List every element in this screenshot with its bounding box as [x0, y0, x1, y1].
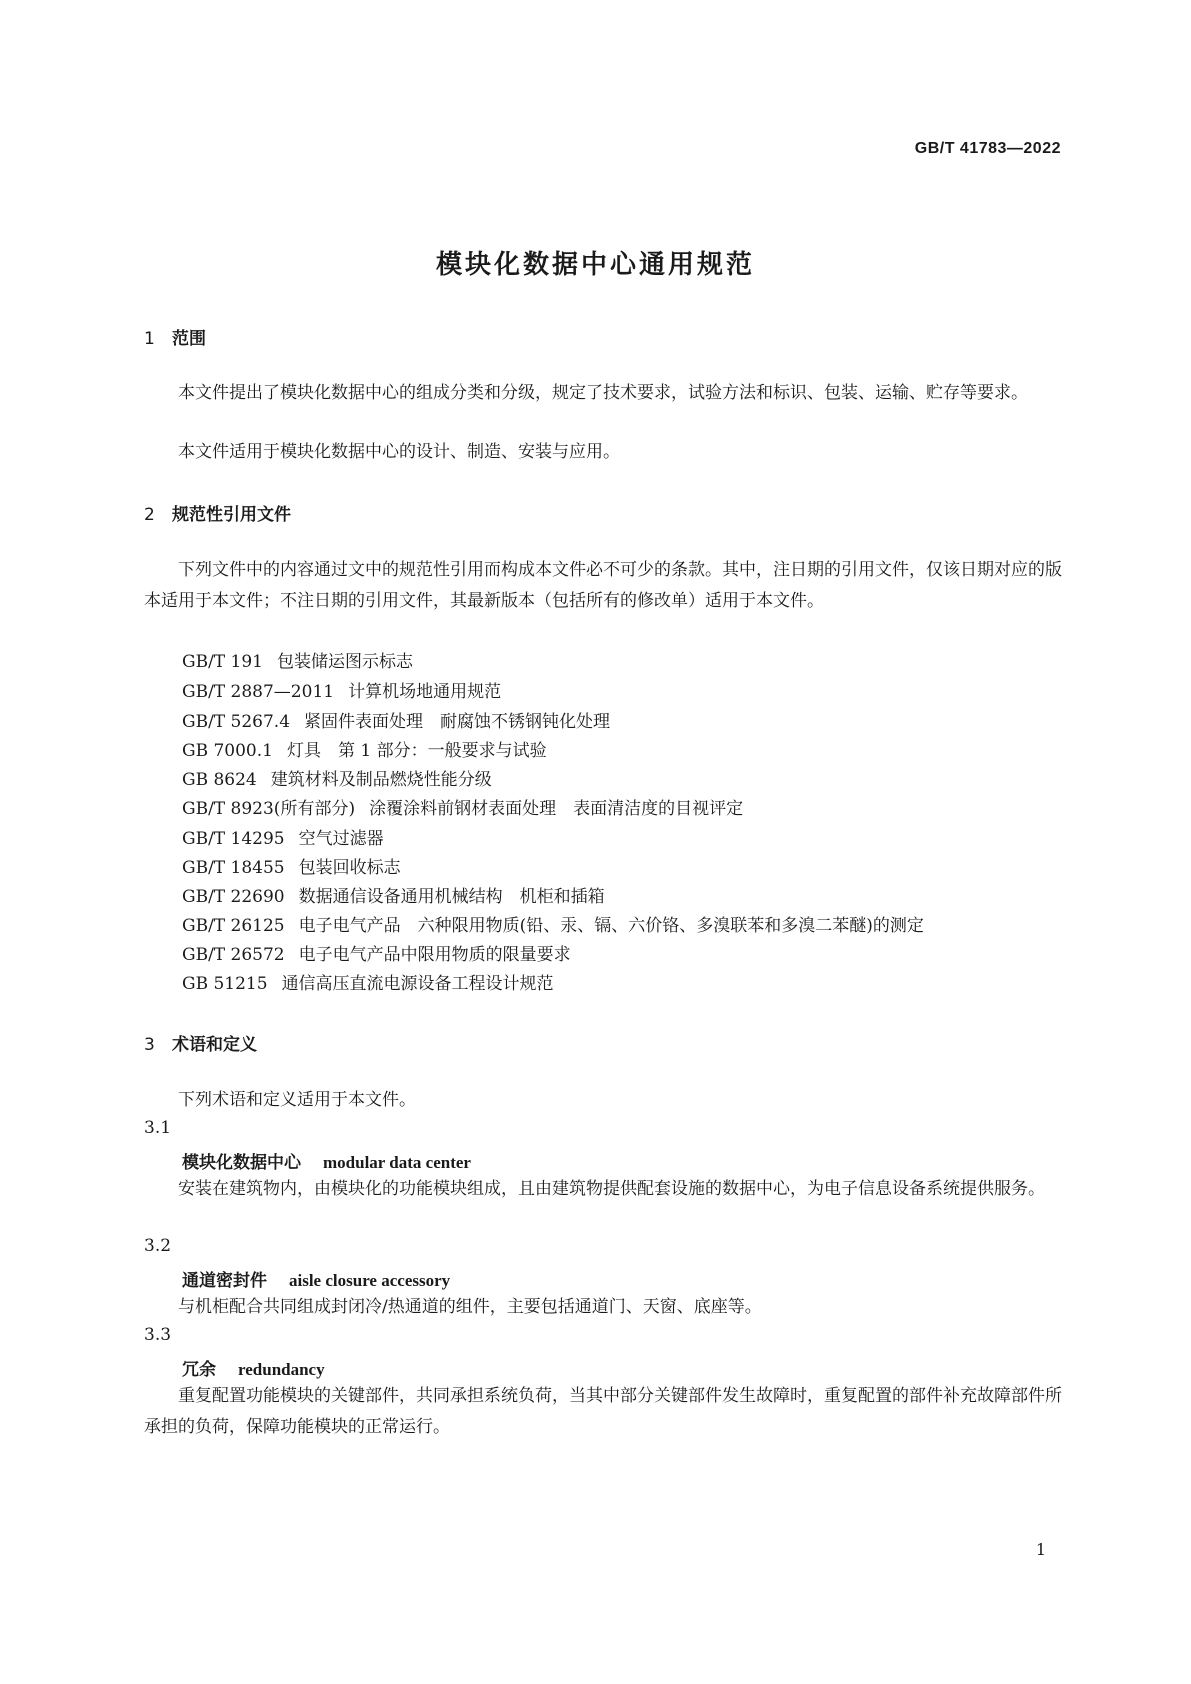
- reference-title: 建筑材料及制品燃烧性能分级: [270, 770, 492, 790]
- reference-item: [182, 911, 924, 936]
- reference-title: 包装回收标志: [298, 858, 401, 878]
- term-name-cn: 通道密封件: [182, 1271, 267, 1291]
- term-definition: 安装在建筑物内，由模块化的功能模块组成，且由建筑物提供配套设施的数据中心，为电子信息设备系统提供服务。: [178, 1179, 1045, 1199]
- reference-code: GB/T 18455: [182, 858, 285, 878]
- section-title: 术语和定义: [172, 1035, 257, 1055]
- section-number: 3: [144, 1035, 155, 1055]
- reference-item: [182, 940, 571, 965]
- section-title: 范围: [172, 329, 206, 349]
- reference-title: 包装储运图示标志: [277, 652, 413, 672]
- paragraph: 下列文件中的内容通过文中的规范性引用而构成本文件必不可少的条款。其中，注日期的引用文件，仅该日期对应的版本适用于本文件；不注日期的引用文件，其最新版本（包括所有的修改单）适用于本文件。: [144, 560, 1062, 611]
- term-name-en: modular data center: [323, 1153, 471, 1172]
- section-heading-scope: [144, 324, 206, 349]
- reference-item: [182, 853, 401, 878]
- reference-item: [182, 969, 554, 994]
- term-heading: [182, 1148, 471, 1173]
- reference-title: 空气过滤器: [298, 829, 384, 849]
- reference-item: [182, 677, 501, 702]
- reference-code: GB/T 26125: [182, 916, 285, 936]
- section-heading-terms-definitions: [144, 1030, 257, 1055]
- paragraph: 本文件提出了模块化数据中心的组成分类和分级，规定了技术要求，试验方法和标识、包装、运输、贮存等要求。: [178, 383, 1028, 403]
- page-number: 1: [1035, 1540, 1046, 1559]
- reference-title: 涂覆涂料前钢材表面处理 表面清洁度的目视评定: [369, 799, 744, 819]
- section-number: 2: [144, 505, 155, 525]
- term-definition: 重复配置功能模块的关键部件，共同承担系统负荷，当其中部分关键部件发生故障时，重复配置的部件补充故障部件所承担的负荷，保障功能模块的正常运行。: [144, 1386, 1062, 1437]
- reference-code: GB/T 5267.4: [182, 712, 291, 732]
- term-number: 3.1: [144, 1118, 172, 1138]
- reference-code: GB/T 191: [182, 652, 263, 672]
- section-title: 规范性引用文件: [172, 505, 291, 525]
- reference-code: GB 7000.1: [182, 741, 273, 761]
- term-name-cn: 模块化数据中心: [182, 1153, 301, 1173]
- reference-code: GB/T 22690: [182, 887, 285, 907]
- reference-item: [182, 794, 743, 819]
- term-number: 3.2: [144, 1236, 172, 1256]
- term-name-cn: 冗余: [182, 1360, 216, 1380]
- reference-code: GB/T 8923(所有部分): [182, 799, 356, 819]
- term-heading: [182, 1355, 325, 1380]
- reference-title: 紧固件表面处理 耐腐蚀不锈钢钝化处理: [304, 712, 611, 732]
- section-number: 1: [144, 329, 155, 349]
- term-name-en: redundancy: [238, 1360, 325, 1379]
- section-heading-normative-references: [144, 500, 291, 525]
- document-title: 模块化数据中心通用规范: [435, 250, 755, 280]
- reference-item: [182, 765, 492, 790]
- reference-item: [182, 882, 605, 907]
- reference-code: GB 51215: [182, 974, 268, 994]
- reference-title: 电子电气产品中限用物质的限量要求: [298, 945, 571, 965]
- reference-item: [182, 736, 547, 761]
- reference-item: [182, 824, 384, 849]
- reference-code: GB/T 26572: [182, 945, 285, 965]
- reference-title: 灯具 第 1 部分：一般要求与试验: [286, 741, 547, 761]
- reference-code: GB/T 14295: [182, 829, 285, 849]
- term-number: 3.3: [144, 1325, 172, 1345]
- reference-title: 数据通信设备通用机械结构 机柜和插箱: [298, 887, 605, 907]
- reference-item: [182, 647, 413, 672]
- reference-title: 计算机场地通用规范: [348, 682, 502, 702]
- standard-code: GB/T 41783—2022: [914, 140, 1061, 157]
- reference-item: [182, 707, 610, 732]
- paragraph: 本文件适用于模块化数据中心的设计、制造、安装与应用。: [178, 442, 620, 462]
- term-definition: 与机柜配合共同组成封闭冷/热通道的组件，主要包括通道门、天窗、底座等。: [178, 1297, 762, 1317]
- paragraph: 下列术语和定义适用于本文件。: [178, 1090, 416, 1110]
- reference-code: GB 8624: [182, 770, 257, 790]
- reference-code: GB/T 2887—2011: [182, 682, 335, 702]
- reference-title: 电子电气产品 六种限用物质(铅、汞、镉、六价铬、多溴联苯和多溴二苯醚)的测定: [298, 916, 924, 936]
- term-name-en: aisle closure accessory: [289, 1271, 451, 1290]
- term-heading: [182, 1266, 450, 1291]
- reference-title: 通信高压直流电源设备工程设计规范: [281, 974, 554, 994]
